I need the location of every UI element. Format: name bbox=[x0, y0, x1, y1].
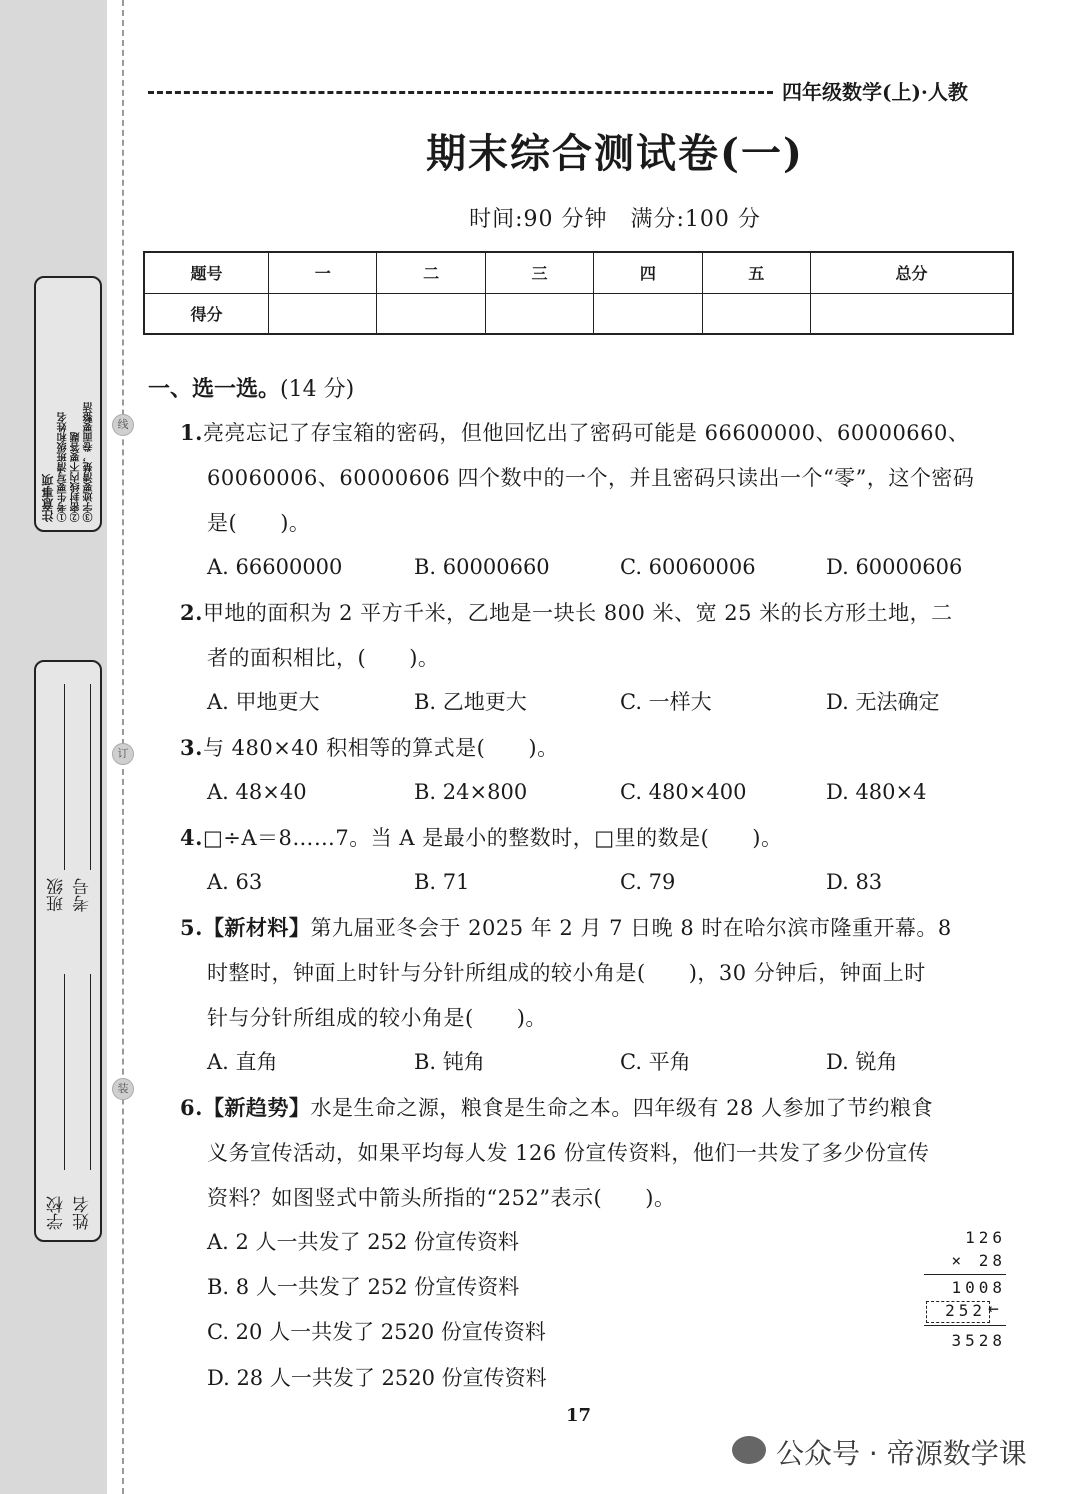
option[interactable]: B. 60000660 bbox=[414, 555, 550, 579]
class-label: 班级 bbox=[47, 878, 67, 912]
notice-item: ①考生要写清班级和姓名 bbox=[58, 412, 69, 522]
table-cell: 总分 bbox=[810, 252, 1013, 293]
score-cell[interactable] bbox=[594, 293, 702, 334]
question-3 bbox=[180, 725, 1020, 771]
option[interactable]: A. 63 bbox=[207, 870, 263, 894]
question-text: 者的面积相比，( )。 bbox=[207, 646, 440, 670]
section-label: 一、选一选。 bbox=[148, 377, 281, 402]
score-header-row bbox=[144, 252, 1013, 293]
watermark: 公众号 · 帝源数学课 bbox=[776, 1437, 1027, 1470]
question-2 bbox=[180, 590, 1020, 681]
question-tag: 【新材料】 bbox=[202, 915, 311, 940]
option[interactable]: C. 79 bbox=[620, 870, 676, 894]
question-text: 甲地的面积为 2 平方千米，乙地是一块长 800 米、宽 25 米的长方形土地，二 bbox=[202, 601, 953, 625]
question-text: 亮亮忘记了存宝箱的密码，但他回忆出了密码可能是 66600000、60000660、 bbox=[202, 421, 970, 445]
calc-rule bbox=[924, 1274, 1006, 1275]
wechat-icon bbox=[732, 1436, 766, 1464]
option[interactable]: D. 480×4 bbox=[826, 780, 927, 804]
option[interactable]: B. 71 bbox=[414, 870, 470, 894]
score-cell[interactable] bbox=[810, 293, 1013, 334]
question-text: 义务宣传活动，如果平均每人发 126 份宣传资料，他们一共发了多少份宣传 bbox=[207, 1141, 930, 1165]
question-tag: 【新趋势】 bbox=[202, 1095, 311, 1120]
score-cell[interactable] bbox=[377, 293, 485, 334]
score-table bbox=[143, 251, 1014, 335]
option[interactable]: D. 83 bbox=[826, 870, 883, 894]
question-text: 针与分针所组成的较小角是( )。 bbox=[207, 1006, 547, 1030]
score-cell[interactable] bbox=[702, 293, 810, 334]
option[interactable]: C. 一样大 bbox=[620, 690, 712, 714]
option[interactable]: D. 无法确定 bbox=[826, 690, 940, 714]
question-6 bbox=[180, 1085, 1020, 1221]
calc-row: 1008 bbox=[951, 1278, 1006, 1297]
name-label: 姓名 bbox=[73, 1196, 93, 1230]
option[interactable]: D. 28 人一共发了 2520 份宣传资料 bbox=[207, 1366, 547, 1390]
question-text: 时整时，钟面上时针与分针所组成的较小角是( )，30 分钟后，钟面上时 bbox=[207, 961, 926, 985]
school-label: 学校 bbox=[47, 1196, 67, 1230]
seal-hole: 线 bbox=[112, 414, 134, 436]
score-cell[interactable] bbox=[485, 293, 593, 334]
question-4 bbox=[180, 815, 1020, 861]
page-title: 期末综合测试卷(一) bbox=[426, 130, 804, 177]
table-cell: 四 bbox=[594, 252, 702, 293]
option[interactable]: B. 钝角 bbox=[414, 1050, 485, 1074]
exam-no-line bbox=[90, 684, 91, 870]
option[interactable]: B. 24×800 bbox=[414, 780, 528, 804]
option[interactable]: C. 20 人一共发了 2520 份宣传资料 bbox=[207, 1320, 546, 1344]
section-heading bbox=[148, 372, 354, 403]
table-cell: 三 bbox=[485, 252, 593, 293]
question-text: 资料？如图竖式中箭头所指的“252”表示( )。 bbox=[207, 1186, 676, 1210]
option[interactable]: A. 直角 bbox=[207, 1050, 278, 1074]
option[interactable]: C. 平角 bbox=[620, 1050, 691, 1074]
option[interactable]: A. 66600000 bbox=[207, 555, 343, 579]
header-divider bbox=[148, 91, 773, 94]
question-number: 6. bbox=[180, 1095, 203, 1120]
option[interactable]: D. 锐角 bbox=[826, 1050, 898, 1074]
option[interactable]: A. 甲地更大 bbox=[207, 690, 320, 714]
option[interactable]: B. 乙地更大 bbox=[414, 690, 527, 714]
school-line bbox=[64, 974, 65, 1170]
section-points: (14 分) bbox=[280, 377, 355, 402]
class-line bbox=[64, 684, 65, 870]
exam-no-label: 考号 bbox=[73, 878, 93, 912]
notice-item: ②密封线内不要答题 bbox=[71, 432, 82, 522]
header-subject: 四年级数学(上)·人教 bbox=[782, 80, 968, 104]
option[interactable]: C. 60060006 bbox=[620, 555, 756, 579]
table-cell: 题号 bbox=[144, 252, 269, 293]
table-cell: 一 bbox=[269, 252, 377, 293]
option[interactable]: A. 2 人一共发了 252 份宣传资料 bbox=[207, 1230, 519, 1254]
calc-row: 252 bbox=[945, 1301, 986, 1320]
question-text: 是( )。 bbox=[207, 511, 311, 535]
question-number: 4. bbox=[180, 825, 203, 850]
question-text: 60060006、60000606 四个数中的一个，并且密码只读出一个“零”，这个密码 bbox=[207, 466, 975, 490]
question-text: 水是生命之源，粮食是生命之本。四年级有 28 人参加了节约粮食 bbox=[310, 1096, 934, 1120]
calc-row: 126 bbox=[965, 1228, 1006, 1247]
score-cell[interactable] bbox=[269, 293, 377, 334]
question-number: 2. bbox=[180, 600, 203, 625]
vertical-multiplication bbox=[920, 1228, 1020, 1358]
time-info: 时间:90 分钟 满分:100 分 bbox=[469, 207, 761, 232]
calc-row: × 28 bbox=[951, 1251, 1006, 1270]
score-row bbox=[144, 293, 1013, 334]
question-number: 1. bbox=[180, 420, 203, 445]
question-text: 第九届亚冬会于 2025 年 2 月 7 日晚 8 时在哈尔滨市隆重开幕。8 bbox=[310, 916, 952, 940]
table-cell: 二 bbox=[377, 252, 485, 293]
calc-rule bbox=[924, 1325, 1006, 1326]
notice-title: 注意事项 bbox=[41, 474, 55, 522]
table-cell: 得分 bbox=[144, 293, 269, 334]
seal-hole: 订 bbox=[112, 743, 134, 765]
option[interactable]: B. 8 人一共发了 252 份宣传资料 bbox=[207, 1275, 520, 1299]
notice-box bbox=[34, 276, 102, 532]
notice-item: ③字迹要清楚，卷面要整洁 bbox=[84, 402, 95, 522]
name-line bbox=[90, 974, 91, 1170]
question-number: 5. bbox=[180, 915, 203, 940]
option[interactable]: D. 60000606 bbox=[826, 555, 963, 579]
question-5 bbox=[180, 905, 1020, 1041]
table-cell: 五 bbox=[702, 252, 810, 293]
page-number: 17 bbox=[566, 1405, 592, 1426]
calc-row: 3528 bbox=[951, 1331, 1006, 1350]
question-number: 3. bbox=[180, 735, 203, 760]
option[interactable]: C. 480×400 bbox=[620, 780, 747, 804]
seal-hole: 装 bbox=[112, 1078, 134, 1100]
student-info-box bbox=[34, 660, 102, 1242]
question-1 bbox=[180, 410, 1020, 546]
question-text: □÷A＝8……7。当 A 是最小的整数时，□里的数是( )。 bbox=[202, 826, 783, 850]
option[interactable]: A. 48×40 bbox=[207, 780, 307, 804]
question-text: 与 480×40 积相等的算式是( )。 bbox=[202, 736, 559, 760]
arrow-icon: ← bbox=[988, 1298, 999, 1319]
